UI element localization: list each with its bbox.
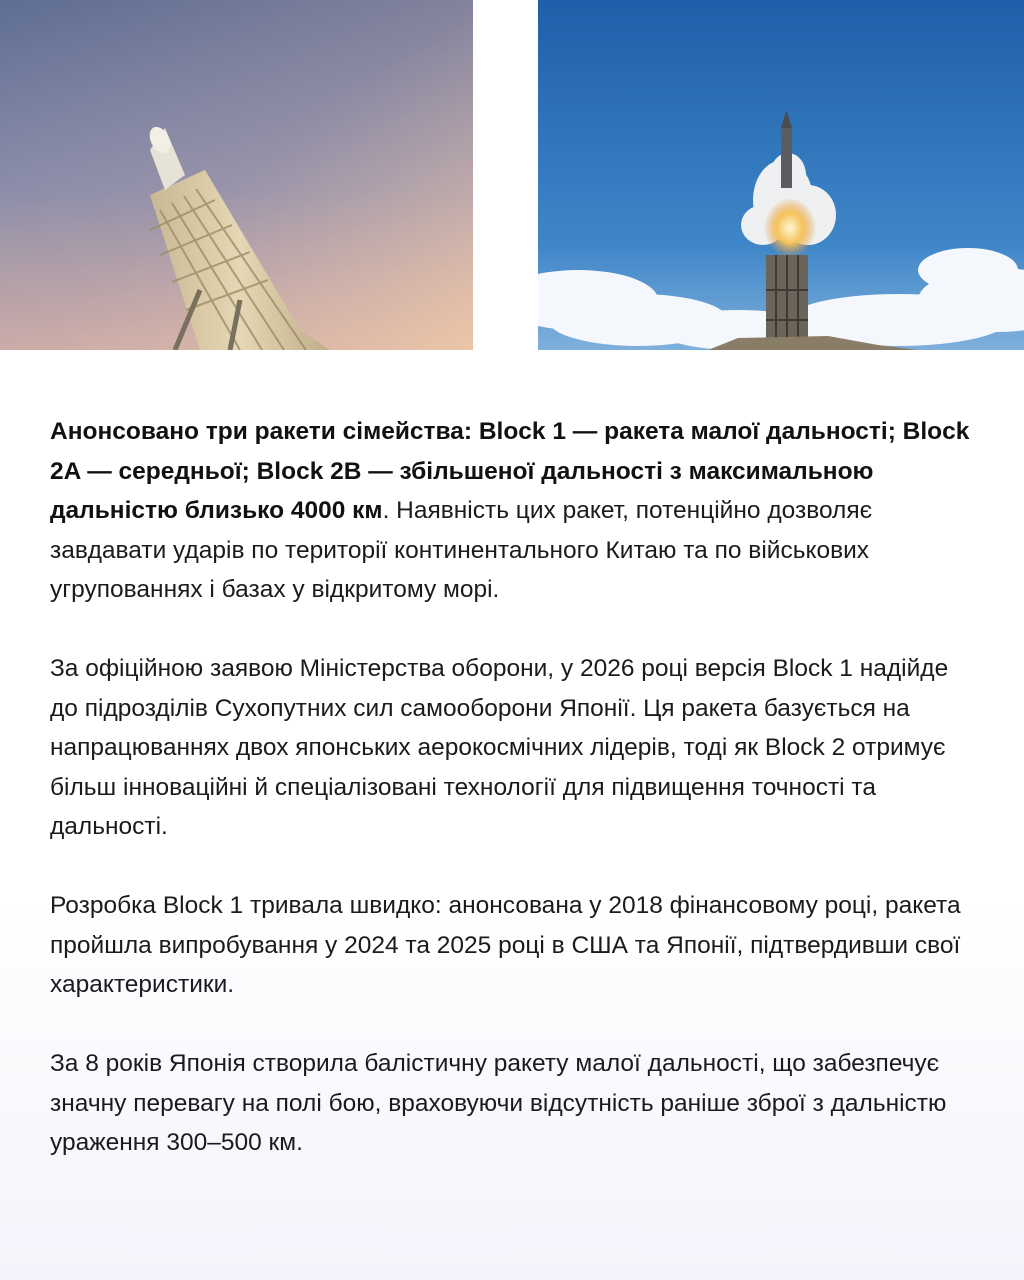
missile-launcher-photo	[0, 0, 473, 350]
paragraph-2: За офіційною заявою Міністерства оборони, у 2026 році версія Block 1 надійде до підрозділів Сухопутних сил самооборони Японії. Ця ракета базується на напрацюваннях двох японських аерокосмічних лідерів, тоді як Block 2 отримує більш інноваційні й спеціалізовані технології для підвищення точності та дальності.	[50, 655, 949, 840]
lead-regular-text: . Наявність цих ракет, потенційно дозволяє завдавати ударів по території континентального Китаю та по військових угрупованнях і базах у відкритому морі.	[50, 497, 873, 603]
missile-launch-photo	[538, 0, 1024, 350]
article-body	[50, 412, 980, 1202]
lead-bold-text: Анонсовано три ракети сімейства: Block 1 — ракета малої дальності; Block 2A — середньої; Block 2B — збільшеної дальності з максимальною дальністю близько 4000 км	[50, 418, 970, 524]
paragraph-4: За 8 років Японія створила балістичну ракету малої дальності, що забезпечує значну перевагу на полі бою, враховуючи відсутність раніше зброї з дальністю ураження 300–500 км.	[50, 1050, 947, 1156]
paragraph-3: Розробка Block 1 тривала швидко: анонсована у 2018 фінансовому році, ракета пройшла випробування у 2024 та 2025 році в США та Японії, підтвердивши свої характеристики.	[50, 892, 961, 998]
lead-paragraph	[50, 412, 980, 610]
photo-strip	[0, 0, 1024, 350]
